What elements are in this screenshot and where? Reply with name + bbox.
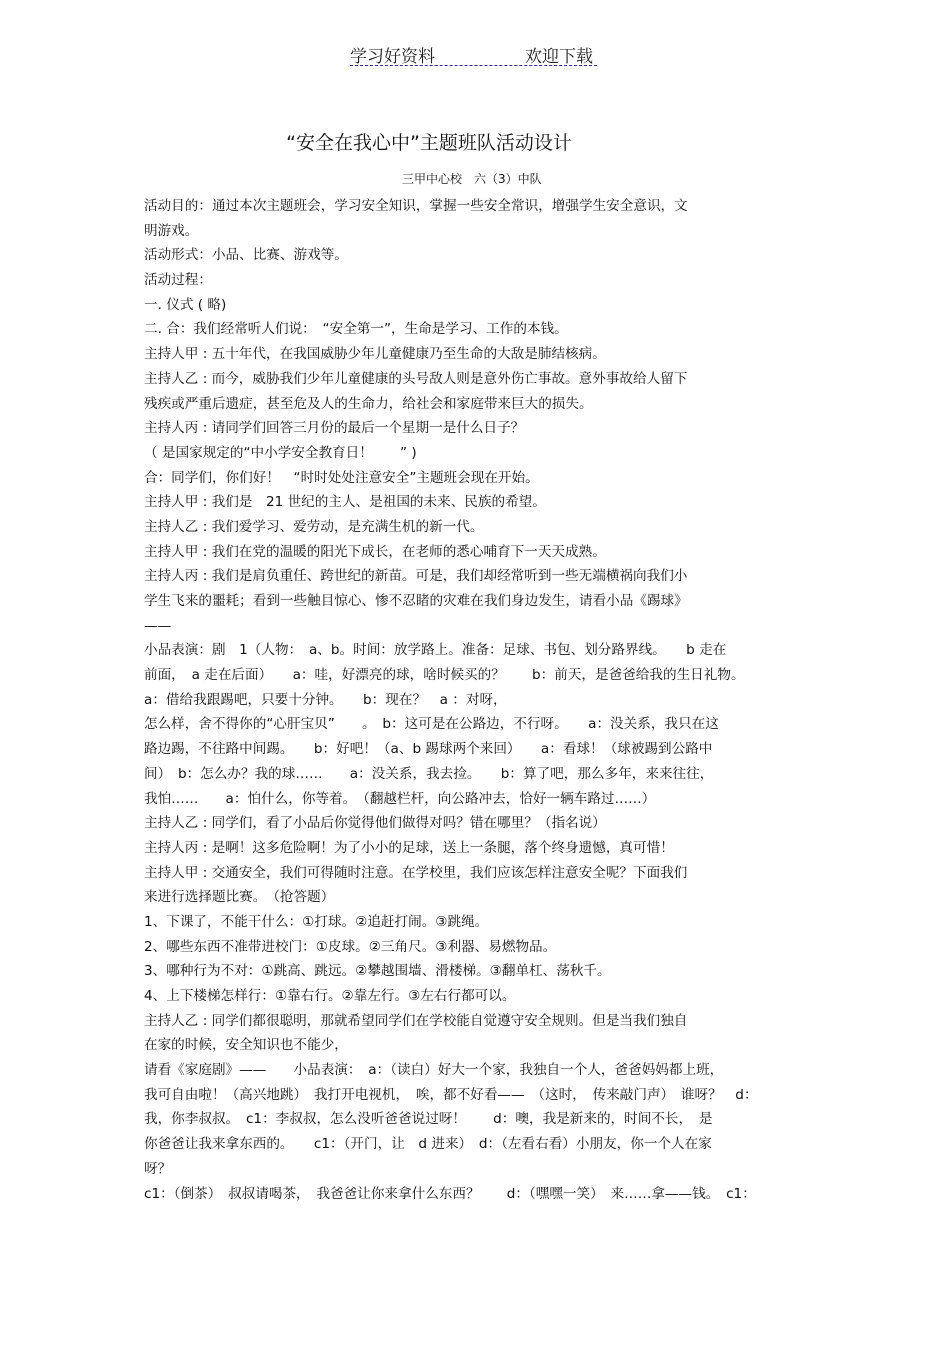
body-line: 主持人乙 : 我们爱学习、爱劳动，是充满生机的新一代。	[144, 518, 484, 535]
body-line: 活动过程：	[144, 272, 212, 289]
body-line: c1：（倒茶） 叔叔请喝茶， 我爸爸让你来拿什么东西？ d：（嘿嘿一笑） 来……拿——钱。 c1：	[144, 1185, 756, 1202]
header-left-text: 学习好资料	[350, 47, 435, 67]
body-line: 主持人甲 : 我们是 21 世纪的主人、是祖国的未来、民族的希望。	[144, 494, 546, 511]
body-line: 主持人乙 : 同学们，看了小品后你觉得他们做得对吗？错在哪里？（指名说）	[144, 815, 606, 832]
body-line: 小品表演：剧 1（人物： a、b。时间：放学路上。准备：足球、书包、划分路界线。 b 走在	[144, 642, 727, 659]
body-line: 呀？	[144, 1160, 172, 1177]
body-line: ——	[144, 617, 172, 634]
document-title-text: “安全在我心中”主题班队活动设计	[286, 132, 572, 154]
body-line: 主持人乙 : 而今，威胁我们少年儿童健康的头号敌人则是意外伤亡事故。意外事故给人留下	[144, 370, 688, 387]
body-line: 我，你李叔叔。 c1：李叔叔，怎么没听爸爸说过呀！ d：噢，我是新来的，时间不长， 是	[144, 1111, 713, 1128]
body-line: 一. 仪式 ( 略)	[144, 296, 227, 313]
body-line: 主持人甲 : 交通安全，我们可得随时注意。在学校里，我们应该怎样注意安全呢？下面我们	[144, 864, 688, 881]
document-body	[144, 194, 809, 1206]
body-line: 你爸爸让我来拿东西的。 c1：（开门，让 d 进来） d：（左看右看）小朋友，你一个人在家	[144, 1136, 712, 1153]
body-line: 主持人乙 : 同学们都很聪明，那就希望同学们在学校能自觉遵守安全规则。但是当我们独自	[144, 1012, 688, 1029]
body-line: （ 是国家规定的“中小学安全教育日！ ” )	[144, 444, 417, 461]
body-line: 我怕…… a：怕什么，你等着。 （翻越栏杆，向公路冲去，恰好一辆车路过……）	[144, 790, 656, 807]
body-line: 明游戏。	[144, 222, 199, 239]
body-line: 来进行选择题比赛。 （抢答题）	[144, 889, 335, 906]
document-title	[0, 128, 950, 155]
body-line: 请看《家庭剧》—— 小品表演： a：（读白）好大一个家，我独自一个人，爸爸妈妈都上班，	[144, 1062, 724, 1079]
body-line: 3、哪种行为不对：①跳高、跳远。②攀越围墙、滑楼梯。③翻单杠、荡秋千。	[144, 963, 611, 980]
body-line: 主持人甲 : 我们在党的温暖的阳光下成长，在老师的悉心哺育下一天天成熟。	[144, 543, 606, 560]
body-line: 间） b：怎么办？我的球…… a：没关系，我去捡。 b：算了吧，那么多年，来来往往，	[144, 765, 714, 782]
body-line: 活动形式：小品、比赛、游戏等。	[144, 247, 348, 264]
body-line: 合：同学们，你们好！ “时时处处注意安全”主题班会现在开始。	[144, 469, 539, 486]
body-line: 在家的时候，安全知识也不能少，	[144, 1037, 348, 1054]
body-line: 学生飞来的噩耗；看到一些触目惊心、惨不忍睹的灾难在我们身边发生，请看小品《踢球》	[144, 593, 688, 609]
body-line: 前面， a 走在后面） a：哇，好漂亮的球，啥时候买的？ b：前天，是爸爸给我的生日礼物。	[144, 667, 745, 684]
body-line: 主持人丙 : 请同学们回答三月份的最后一个星期一是什么日子？	[144, 420, 525, 437]
body-line: a：借给我跟踢吧，只要十分钟。 b：现在？ a ：对呀，	[144, 691, 507, 708]
body-line: 路边踢，不往路中间踢。 b：好吧！（a、b 踢球两个来回） a：看球！（球被踢到公路中	[144, 741, 713, 758]
body-line: 我可自由啦！（高兴地跳） 我打开电视机， 唉，都不好看—— （这时， 传来敲门声） 谁呀？ d：	[144, 1086, 758, 1103]
body-line: 二. 合：我们经常听人们说： “安全第一”，生命是学习、工作的本钱。	[144, 321, 568, 338]
page-header	[350, 40, 597, 66]
header-dashed-rule	[350, 65, 597, 66]
header-right-text: 欢迎下载	[525, 47, 593, 67]
body-line: 残疾或严重后遗症，甚至危及人的生命力，给社会和家庭带来巨大的损失。	[144, 395, 593, 412]
document-subtitle: 三甲中心校 六（3）中队	[402, 172, 542, 186]
body-line: 1、下课了，不能干什么：①打球。②追赶打闹。③跳绳。	[144, 913, 489, 930]
body-line: 怎么样，舍不得你的“心肝宝贝” 。 b：这可是在公路边，不行呀。 a：没关系，我只在这	[144, 716, 719, 733]
body-line: 4、上下楼梯怎样行：①靠右行。②靠左行。③左右行都可以。	[144, 988, 516, 1004]
body-line: 活动目的：通过本次主题班会，学习安全知识，掌握一些安全常识，增强学生安全意识，文	[144, 198, 688, 214]
body-line: 2、哪些东西不准带进校门：①皮球。②三角尺。③利器、易燃物品。	[144, 938, 557, 955]
body-line: 主持人甲 : 五十年代，在我国威胁少年儿童健康乃至生命的大敌是肺结核病。	[144, 346, 606, 363]
body-line: 主持人丙 : 是啊！这多危险啊！为了小小的足球，送上一条腿，落个终身遗憾，真可惜！	[144, 839, 674, 856]
body-line: 主持人丙 : 我们是肩负重任、跨世纪的新苗。可是，我们却经常听到一些无端横祸向我们小	[144, 568, 688, 585]
